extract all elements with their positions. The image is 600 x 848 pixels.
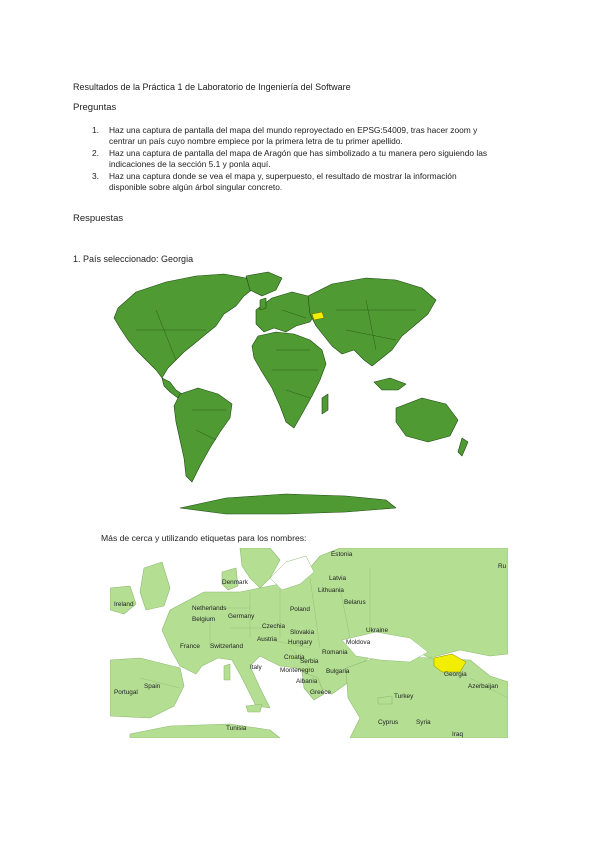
uk-shape xyxy=(260,298,266,310)
question-line: Haz una captura de pantalla del mapa de Aragón que has simbolizado a tu manera pero siguiendo las xyxy=(109,147,488,158)
label-romania: Romania xyxy=(322,649,348,656)
label-cyprus: Cyprus xyxy=(378,719,399,726)
label-portugal: Portugal xyxy=(114,689,138,696)
question-number: 3. xyxy=(92,170,99,181)
label-latvia: Latvia xyxy=(329,575,347,582)
label-italy: Italy xyxy=(250,664,262,671)
antarctica-shape xyxy=(180,494,396,514)
label-ireland: Ireland xyxy=(114,601,134,608)
label-france: France xyxy=(180,643,200,650)
label-czechia: Czechia xyxy=(262,623,286,630)
africa-shape xyxy=(252,332,326,428)
south-america-shape xyxy=(174,388,232,482)
question-line: Haz una captura donde se vea el mapa y, superpuesto, el resultado de mostrar la información xyxy=(109,170,457,181)
question-item xyxy=(92,171,532,194)
label-denmark: Denmark xyxy=(222,579,248,586)
closer-caption: Más de cerca y utilizando etiquetas para los nombres: xyxy=(101,533,307,543)
label-iraq: Iraq xyxy=(452,731,464,738)
label-lithuania: Lithuania xyxy=(318,587,344,594)
question-item xyxy=(92,125,532,148)
label-belgium: Belgium xyxy=(192,616,216,623)
australia-shape xyxy=(396,398,458,442)
label-bulgaria: Bulgaria xyxy=(326,668,350,675)
indonesia-shape xyxy=(374,378,406,390)
label-tunisia: Tunisia xyxy=(226,725,247,732)
question-number: 1. xyxy=(92,125,99,135)
label-austria: Austria xyxy=(257,636,277,643)
label-slovakia: Slovakia xyxy=(290,629,315,636)
question-line: Haz una captura de pantalla del mapa del mundo reproyectado en EPSG:54009, tras hacer zoom y xyxy=(109,125,478,135)
label-russia-partial: Ru xyxy=(498,563,507,570)
question-line: centrar un país cuyo nombre empiece por la primera letra de tu primer apellido. xyxy=(109,136,403,147)
label-greece: Greece xyxy=(310,689,331,696)
label-azerbaijan: Azerbaijan xyxy=(468,683,499,690)
question-line: indicaciones de la sección 5.1 y ponla aquí. xyxy=(109,159,271,170)
question-line: disponible sobre algún árbol singular concreto. xyxy=(109,182,283,193)
respuestas-heading: Respuestas xyxy=(73,213,124,224)
question-number: 2. xyxy=(92,147,99,158)
label-ukraine: Ukraine xyxy=(366,627,389,634)
label-switzerland: Switzerland xyxy=(210,643,244,650)
preguntas-heading: Preguntas xyxy=(73,102,117,113)
label-montenegro: Montenegro xyxy=(280,667,315,674)
greenland-shape xyxy=(246,272,282,296)
label-moldova: Moldova xyxy=(346,639,371,646)
label-belarus: Belarus xyxy=(344,599,366,606)
label-turkey: Turkey xyxy=(394,693,414,700)
label-georgia: Georgia xyxy=(444,671,467,678)
europe-map-image xyxy=(110,548,508,738)
label-germany: Germany xyxy=(228,613,255,620)
label-croatia: Croatia xyxy=(284,654,305,661)
questions-list xyxy=(92,125,532,193)
label-hungary: Hungary xyxy=(288,639,313,646)
world-map-image xyxy=(96,270,476,520)
document-title: Resultados de la Práctica 1 de Laboratorio de Ingeniería del Software xyxy=(73,82,351,92)
label-syria: Syria xyxy=(416,719,431,726)
madagascar-shape xyxy=(322,394,328,414)
label-poland: Poland xyxy=(290,606,310,613)
question-item xyxy=(92,148,532,171)
new-zealand-shape xyxy=(458,438,468,456)
answer-country: 1. País seleccionado: Georgia xyxy=(73,254,194,264)
label-estonia: Estonia xyxy=(331,551,353,558)
label-albania: Albania xyxy=(296,678,318,685)
central-america-shape xyxy=(162,378,182,398)
label-serbia: Serbia xyxy=(300,658,319,665)
north-america-shape xyxy=(114,274,254,378)
asia-shape xyxy=(308,278,436,366)
label-spain: Spain xyxy=(144,683,161,690)
corsica-shape xyxy=(224,664,230,680)
label-netherlands: Netherlands xyxy=(192,605,227,612)
